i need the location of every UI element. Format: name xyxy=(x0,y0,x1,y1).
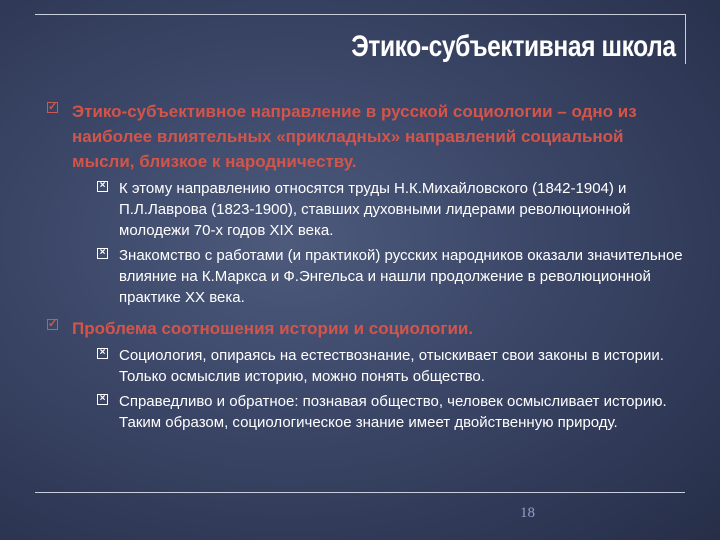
cross-box-icon: × xyxy=(97,181,108,192)
slide-content xyxy=(47,99,687,437)
section-1-items xyxy=(97,178,687,308)
section-heading-2 xyxy=(47,316,687,341)
cross-box-icon: × xyxy=(97,348,108,359)
checkbox-icon: ✓ xyxy=(48,101,58,113)
list-item-text: Знакомство с работами (и практикой) русских народников оказали значительное влияние на К.Маркса и Ф.Энгельса и нашли продолжение в революционной практике XX века. xyxy=(119,247,683,306)
frame-top-line xyxy=(35,14,685,15)
cross-box-icon: × xyxy=(97,394,108,405)
cross-box-icon: × xyxy=(97,248,108,259)
section-heading-text: Проблема соотношения истории и социологии. xyxy=(72,319,474,338)
list-item-text: К этому направлению относятся труды Н.К.Михайловского (1842-1904) и П.Л.Лаврова (1823-1900), ставших духовными лидерами революционной молодежи 70-х годов XIX века. xyxy=(119,180,631,239)
list-item xyxy=(97,345,687,387)
section-heading-1 xyxy=(47,99,687,174)
frame-right-line xyxy=(685,14,686,64)
list-item xyxy=(97,245,687,308)
checkbox-icon: ✓ xyxy=(48,318,58,330)
section-2-items xyxy=(97,345,687,433)
frame-bottom-line xyxy=(35,492,685,493)
list-item-text: Социология, опираясь на естествознание, отыскивает свои законы в истории. Только осмыслив историю, можно понять общество. xyxy=(119,347,664,385)
section-heading-text: Этико-субъективное направление в русской социологии – одно из наиболее влиятельных «прикладных» направлений социальной мысли, близкое к народничеству. xyxy=(72,102,637,171)
page-number: 18 xyxy=(520,505,535,521)
list-item-text: Справедливо и обратное: познавая общество, человек осмысливает историю. Таким образом, социологическое знание имеет двойственную природу. xyxy=(119,393,667,431)
slide-title: Этико-субъективная школа xyxy=(351,30,676,63)
list-item xyxy=(97,178,687,241)
list-item xyxy=(97,391,687,433)
